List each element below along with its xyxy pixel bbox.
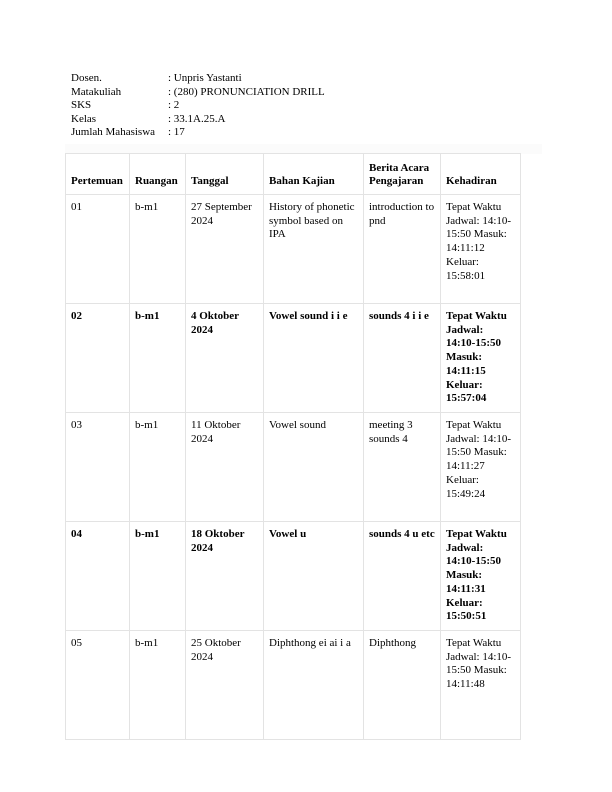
cell-pertemuan: 04 (66, 522, 130, 631)
cell-kehadiran: Tepat Waktu Jadwal: 14:10-15:50 Masuk: 14:11:31 Keluar: 15:50:51 (441, 522, 521, 631)
header-ruangan: Ruangan (130, 154, 186, 195)
header-tanggal: Tanggal (186, 154, 264, 195)
cell-ruangan: b-m1 (130, 195, 186, 304)
cell-ruangan: b-m1 (130, 522, 186, 631)
jumlah-row (71, 126, 325, 140)
cell-tanggal: 11 Oktober 2024 (186, 413, 264, 522)
sks-row (71, 99, 325, 113)
cell-berita-acara: sounds 4 u etc (364, 522, 441, 631)
cell-bahan-kajian: Vowel sound (264, 413, 364, 522)
jumlah-value: : 17 (168, 126, 185, 138)
cell-bahan-kajian: Vowel sound i i e (264, 304, 364, 413)
kelas-row (71, 113, 325, 127)
cell-bahan-kajian: History of phonetic symbol based on IPA (264, 195, 364, 304)
table-row (66, 522, 521, 631)
cell-tanggal: 27 September 2024 (186, 195, 264, 304)
cell-tanggal: 25 Oktober 2024 (186, 631, 264, 740)
cell-kehadiran: Tepat Waktu Jadwal: 14:10-15:50 Masuk: 14:11:15 Keluar: 15:57:04 (441, 304, 521, 413)
sks-label: SKS (71, 99, 92, 111)
kelas-label: Kelas (71, 112, 97, 125)
dosen-value: : Unpris Yastanti (168, 72, 242, 84)
header-pertemuan: Pertemuan (66, 154, 130, 195)
table-row (66, 195, 521, 304)
attendance-table (65, 153, 521, 740)
cell-pertemuan: 02 (66, 304, 130, 413)
matakuliah-label: Matakuliah (71, 85, 122, 98)
cell-tanggal: 4 Oktober 2024 (186, 304, 264, 413)
cell-tanggal: 18 Oktober 2024 (186, 522, 264, 631)
matakuliah-value: : (280) PRONUNCIATION DRILL (168, 85, 325, 98)
jumlah-label: Jumlah Mahasiswa (71, 126, 156, 138)
cell-ruangan: b-m1 (130, 413, 186, 522)
table-header-row (66, 154, 521, 195)
cell-pertemuan: 05 (66, 631, 130, 740)
attendance-table-wrapper (65, 153, 520, 740)
sks-value: : 2 (168, 99, 180, 111)
cell-berita-acara: introduction to pnd (364, 195, 441, 304)
cell-pertemuan: 03 (66, 413, 130, 522)
cell-ruangan: b-m1 (130, 631, 186, 740)
cell-bahan-kajian: Diphthong ei ai i a (264, 631, 364, 740)
table-row (66, 413, 521, 522)
cell-ruangan: b-m1 (130, 304, 186, 413)
table-row (66, 304, 521, 413)
dosen-row (71, 72, 325, 86)
cell-berita-acara: sounds 4 i i e (364, 304, 441, 413)
header-berita-acara: Berita Acara Pengajaran (364, 154, 441, 195)
cell-berita-acara: meeting 3 sounds 4 (364, 413, 441, 522)
cell-kehadiran: Tepat Waktu Jadwal: 14:10-15:50 Masuk: 14:11:27 Keluar: 15:49:24 (441, 413, 521, 522)
kelas-value: : 33.1A.25.A (168, 112, 226, 125)
cell-pertemuan: 01 (66, 195, 130, 304)
table-row (66, 631, 521, 740)
dosen-label: Dosen. (71, 72, 102, 84)
cell-bahan-kajian: Vowel u (264, 522, 364, 631)
cell-kehadiran: Tepat Waktu Jadwal: 14:10-15:50 Masuk: 14:11:48 (441, 631, 521, 740)
header-kehadiran: Kehadiran (441, 154, 521, 195)
matakuliah-row (71, 86, 325, 100)
cell-kehadiran: Tepat Waktu Jadwal: 14:10-15:50 Masuk: 14:11:12 Keluar: 15:58:01 (441, 195, 521, 304)
course-info (71, 72, 325, 140)
header-bahan-kajian: Bahan Kajian (264, 154, 364, 195)
cell-berita-acara: Diphthong (364, 631, 441, 740)
